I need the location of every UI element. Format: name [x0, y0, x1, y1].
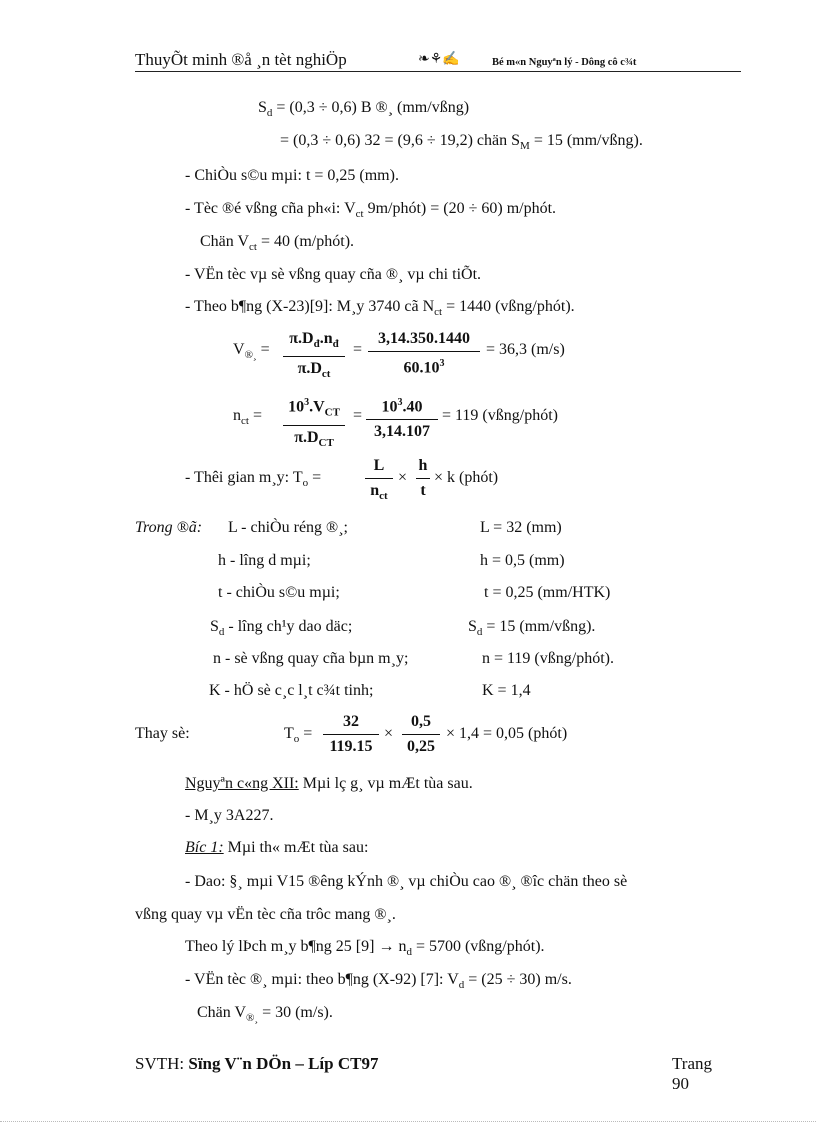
eq2-fraction-1: $10^3.V_{CT}$ $\pi.D_{CT}$	[283, 393, 345, 453]
line-depth: - ChiÒu s©u mµi: t = 0,25 (mm).	[185, 167, 399, 184]
page-number: Trang 90	[672, 1054, 712, 1093]
header-decor-icon: ❧⚘✍	[418, 52, 460, 67]
section-tool-line2: vßng quay vµ vËn tèc cña trôc mang ®¸.	[135, 906, 396, 923]
def-row-left: n - sè vßng quay cña bµn m¸y;	[213, 650, 409, 667]
def-row-right: h = 0,5 (mm)	[480, 552, 565, 569]
def-row-left: t - chiÒu s©u mµi;	[218, 584, 340, 601]
section-tool-line1: - Dao: §¸ mµi V15 ®êng kÝnh ®¸ vµ chiÒu cao ®¸ ®îc chän theo sè	[185, 873, 628, 890]
eq4-times: ×	[384, 725, 394, 742]
eq4-lhs: $T_o$ =	[284, 725, 313, 746]
eq1-fraction-1: $\pi.D_đ.n_đ$ $\pi.D_{ct}$	[283, 329, 345, 384]
eq3-fraction-2: h t	[416, 456, 430, 501]
eq3-times: ×	[398, 469, 408, 486]
section-machine-spec: Theo lý lÞch m¸y b¶ng 25 $[9] \to n_d = 5700$ (vßng/phót).	[185, 938, 545, 959]
eq2-lhs: $n_{ct}$ =	[233, 407, 262, 428]
section-title: Nguyªn c«ng XII: Mµi lç g¸ vµ mÆt tùa sau.	[185, 775, 473, 792]
def-row-left: h - lîng d mµi;	[218, 552, 311, 569]
eq1-result: = 36,3 (m/s)	[486, 341, 565, 358]
eq2-equals: =	[353, 407, 363, 424]
def-row-right: K = 1,4	[482, 682, 531, 699]
section-machine: - M¸y 3A227.	[185, 807, 274, 824]
def-row-right: n = 119 (vßng/phót).	[482, 650, 614, 667]
section-speed-choice: Chän $V_{®¸} = 30$ (m/s).	[197, 1004, 333, 1025]
eq1-fraction-2: 3,14.350.1440 60.10$^3$	[368, 329, 480, 378]
def-row-right: L = 32 (mm)	[480, 519, 562, 536]
def-row-right: $S_d = 15$ (mm/vßng).	[468, 618, 596, 639]
header-rule	[135, 71, 741, 72]
header-left-title: ThuyÕt minh ®å ¸n tèt nghiÖp	[135, 50, 347, 69]
section-step: Bíc 1: Mµi th« mÆt tùa sau:	[185, 839, 369, 856]
eq4-fraction-1: 32 119.15	[323, 712, 379, 757]
eq4-fraction-2: 0,5 0,25	[402, 712, 440, 757]
def-row-left: L - chiÒu réng ®¸;	[228, 519, 348, 536]
eq2-fraction-2: $10^3.40$ 3,14.107	[366, 393, 438, 442]
eq1-lhs: $V_{®¸}$ =	[233, 341, 270, 362]
header-right-title: Bé m«n Nguyªn lý - Dông cô c¾t	[492, 57, 637, 68]
eq2-result: = 119 (vßng/phót)	[442, 407, 558, 424]
def-row-left: $S_d$ - lîng ch¹y dao däc;	[210, 618, 353, 639]
line-velocity-heading: - VËn tèc vµ sè vßng quay cña ®¸ vµ chi tiÕt.	[185, 266, 482, 283]
eq4-rest: × 1,4 = 0,05 (phót)	[446, 725, 568, 742]
line-sd-choice: = (0,3 ÷ 0,6) 32 = (9,6 ÷ 19,2) chän $S_M = 15$ (mm/vßng).	[280, 132, 643, 153]
section-wheel-speed: - VËn tèc ®¸ mµi: theo b¶ng (X-92) [7]: $V_d = (25 \div 30)$ m/s.	[185, 971, 572, 992]
eq4-label: Thay sè:	[135, 725, 190, 742]
line-sd: $S_d = (0,3 \div 0,6)$ B ®¸ (mm/vßng)	[258, 99, 470, 120]
def-row-right: t = 0,25 (mm/HTK)	[484, 584, 611, 601]
eq1-equals: =	[353, 341, 363, 358]
def-row-left: K - hÖ sè c¸c l¸t c¾t tinh;	[209, 682, 374, 699]
line-speed: - Tèc ®é vßng cña ph«i: $V_{ct}$ 9m/phót) = (20 ÷ 60) m/phót.	[185, 200, 557, 221]
page-bottom-divider	[0, 1121, 816, 1122]
line-machine-table: - Theo b¶ng (X-23)[9]: M¸y 3740 cã $N_{ct} = 1440$ (vßng/phót).	[185, 298, 575, 319]
line-speed-choice: Chän $V_{ct} = 40$ (m/phót).	[200, 233, 355, 254]
eq3-fraction-1: L $n_{ct}$	[365, 456, 393, 506]
footer-author: SVTH: Sïng V¨n DÖn – Líp CT97	[135, 1054, 379, 1073]
eq3-lead: - Thêi gian m¸y: $T_o$ =	[185, 469, 322, 490]
eq3-rest: × k (phót)	[434, 469, 499, 486]
defs-intro: Trong ®ã:	[135, 519, 203, 536]
